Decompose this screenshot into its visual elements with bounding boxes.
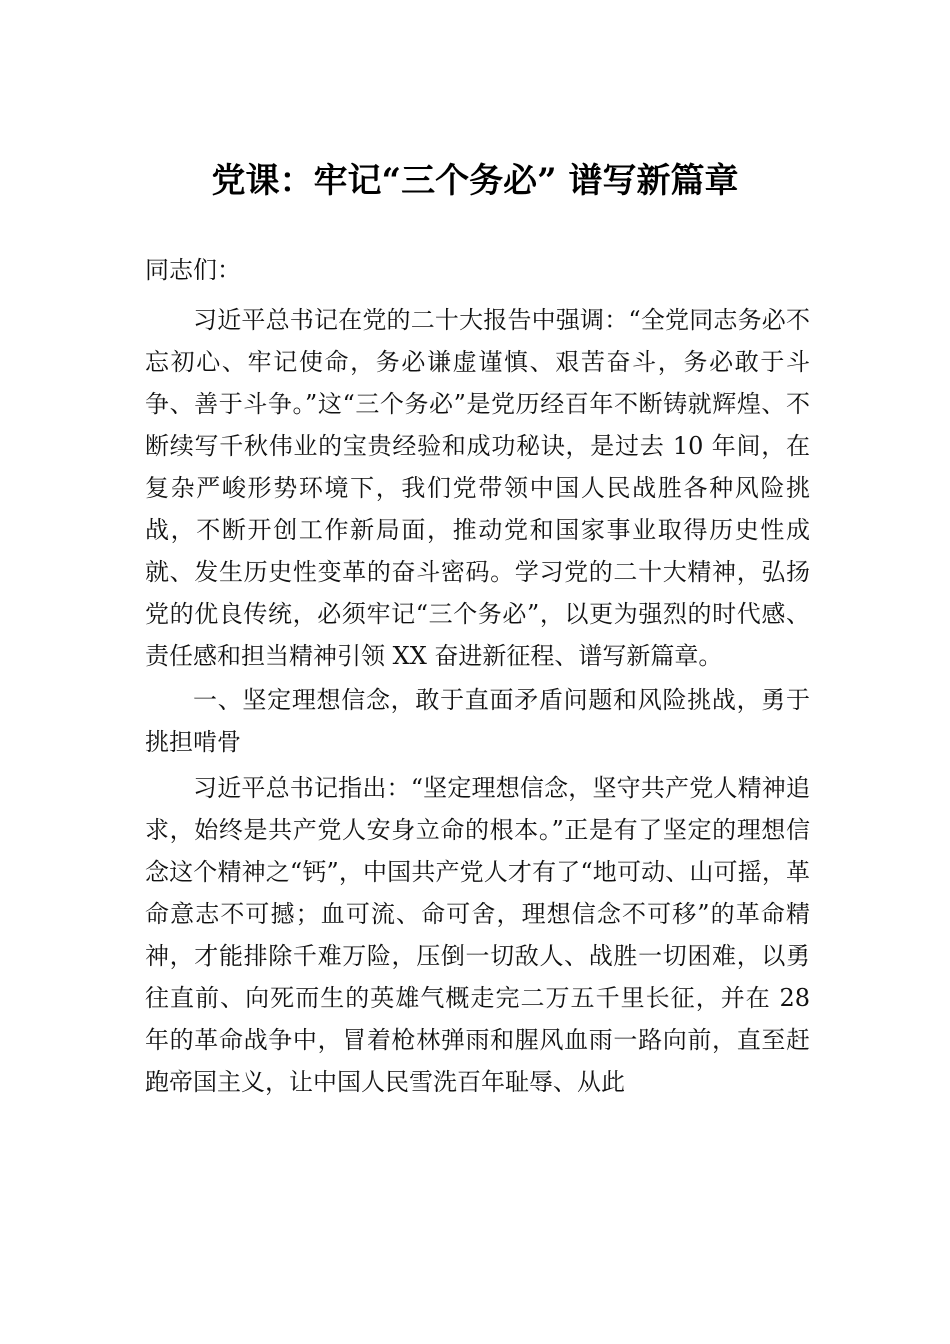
paragraph-section-1: 习近平总书记指出：“坚定理想信念，坚守共产党人精神追求，始终是共产党人安身立命的根本。”正是有了坚定的理想信念这个精神之“钙”，中国共产党人才有了“地可动、山可摇，革命意志不可撼；血可流、命可舍，理想信念不可移”的革命精神，才能排除千难万险，压倒一切敌人、战胜一切困难，以勇往直前、向死而生的英雄气概走完二万五千里长征，并在 28 年的革命战争中，冒着枪林弹雨和腥风血雨一路向前，直至赶跑帝国主义，让中国人民雪洗百年耻辱、从此 — [145, 774, 810, 1096]
salutation: 同志们： — [145, 256, 241, 284]
section-heading-1: 一、坚定理想信念，敢于直面矛盾问题和风险挑战，勇于挑担啃骨 — [145, 686, 810, 756]
document-title: 党课：牢记“三个务必” 谱写新篇章 — [211, 161, 739, 201]
document-body — [145, 249, 810, 1103]
paragraph-intro: 习近平总书记在党的二十大报告中强调：“全党同志务必不忘初心、牢记使命，务必谦虚谨慎、艰苦奋斗，务必敢于斗争、善于斗争。”这“三个务必”是党历经百年不断铸就辉煌、不断续写千秋伟业的宝贵经验和成功秘诀，是过去 10 年间，在复杂严峻形势环境下，我们党带领中国人民战胜各种风险挑战，不断开创工作新局面，推动党和国家事业取得历史性成就、发生历史性变革的奋斗密码。学习党的二十大精神，弘扬党的优良传统，必须牢记“三个务必”，以更为强烈的时代感、责任感和担当精神引领 XX 奋进新征程、谱写新篇章。 — [145, 306, 810, 670]
